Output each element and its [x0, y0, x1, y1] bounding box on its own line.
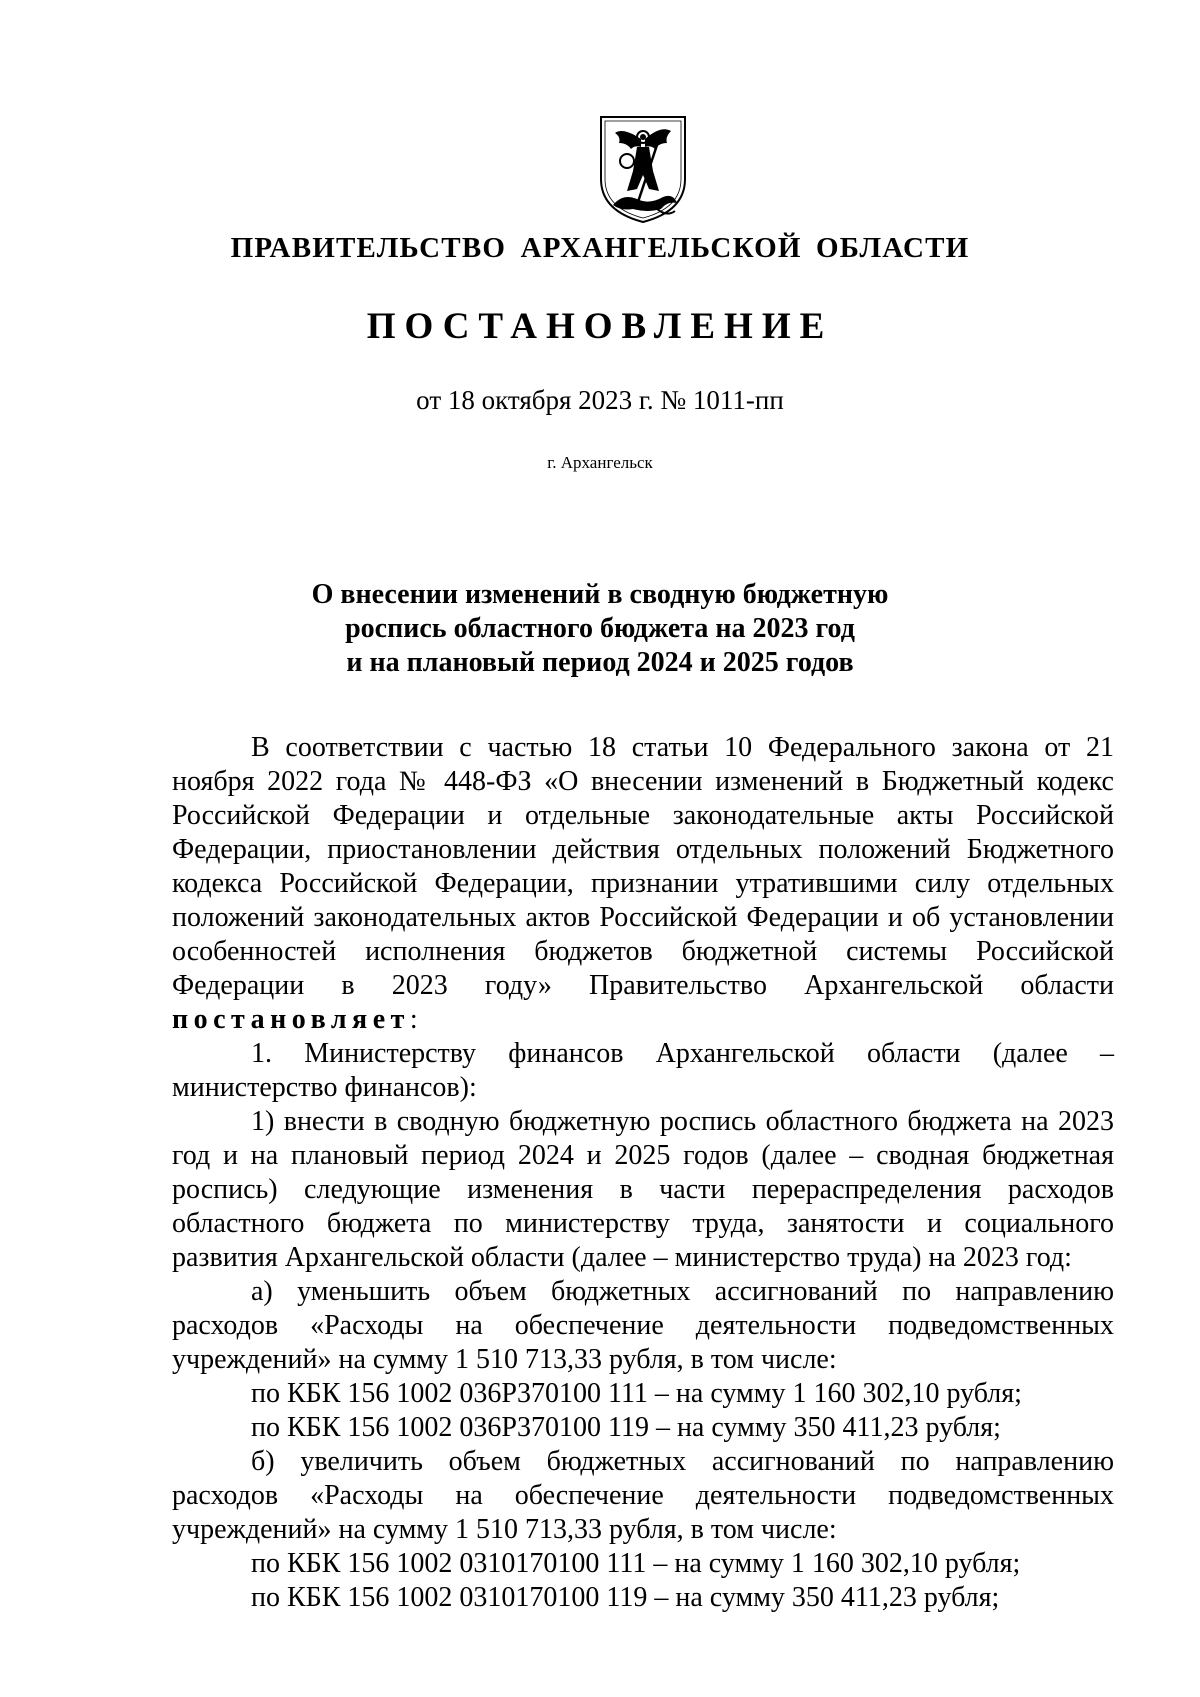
item-a-paragraph: а) уменьшить объем бюджетных ассигнований по направлению расходов «Расходы на обеспечение деятельности подведомственных учреждений» на сумму 1 510 713,33 рубля, в том числе: — [172, 1276, 1114, 1375]
document-type: ПОСТАНОВЛЕНИЕ — [366, 306, 834, 347]
resolves-word: постановляет — [172, 1004, 410, 1035]
document-city: г. Архангельск — [547, 453, 653, 472]
preamble-paragraph — [172, 731, 1114, 1037]
title-line: О внесении изменений в сводную бюджетную — [311, 579, 889, 610]
document-body — [172, 731, 1114, 1615]
arkhangelsk-coat-of-arms-icon — [597, 113, 689, 225]
item-b-paragraph: б) увеличить объем бюджетных ассигнований по направлению расходов «Расходы на обеспечение деятельности подведомственных учреждений» на сумму 1 510 713,33 рубля, в том числе: — [172, 1446, 1114, 1545]
title-line: и на плановый период 2024 и 2025 годов — [346, 647, 854, 678]
item-1-1-paragraph: 1) внести в сводную бюджетную роспись областного бюджета на 2023 год и на плановый период 2024 и 2025 годов (далее – сводная бюджетная роспись) следующие изменения в части перераспределения расходов областного бюджета по министерству труда, занятости и социального развития Архангельской области (далее – министерство труда) на 2023 год: — [172, 1106, 1114, 1273]
preamble-text: В соответствии с частью 18 статьи 10 Федерального закона от 21 ноября 2022 года № 448-ФЗ «О внесении изменений в Бюджетный кодекс Российской Федерации и отдельные законодательные акты Российской Федерации, приостановлении действия отдельных положений Бюджетного кодекса Российской Федерации, признании утратившими силу отдельных положений законодательных актов Российской Федерации и об установлении особенностей исполнения бюджетов бюджетной системы Российской Федерации в 2023 году» Правительство Архангельской области — [172, 732, 1114, 1001]
title-line: роспись областного бюджета на 2023 год — [345, 613, 855, 644]
item-b-kbk-line: по КБК 156 1002 0310170100 111 – на сумму 1 160 302,10 рубля; — [251, 1548, 1021, 1579]
government-name: ПРАВИТЕЛЬСТВО АРХАНГЕЛЬСКОЙ ОБЛАСТИ — [230, 232, 970, 264]
document-date-number: от 18 октября 2023 г. № 1011-пп — [416, 385, 784, 415]
document-title — [250, 578, 950, 680]
item-a-kbk-line: по КБК 156 1002 036Р370100 119 – на сумму 350 411,23 рубля; — [251, 1412, 1001, 1443]
item-a-kbk-line: по КБК 156 1002 036Р370100 111 – на сумму 1 160 302,10 рубля; — [251, 1378, 1022, 1409]
item-b-kbk-line: по КБК 156 1002 0310170100 119 – на сумму 350 411,23 рубля; — [251, 1582, 1000, 1613]
resolves-colon: : — [409, 1004, 418, 1035]
item-1-paragraph: 1. Министерству финансов Архангельской области (далее – министерство финансов): — [172, 1038, 1114, 1103]
